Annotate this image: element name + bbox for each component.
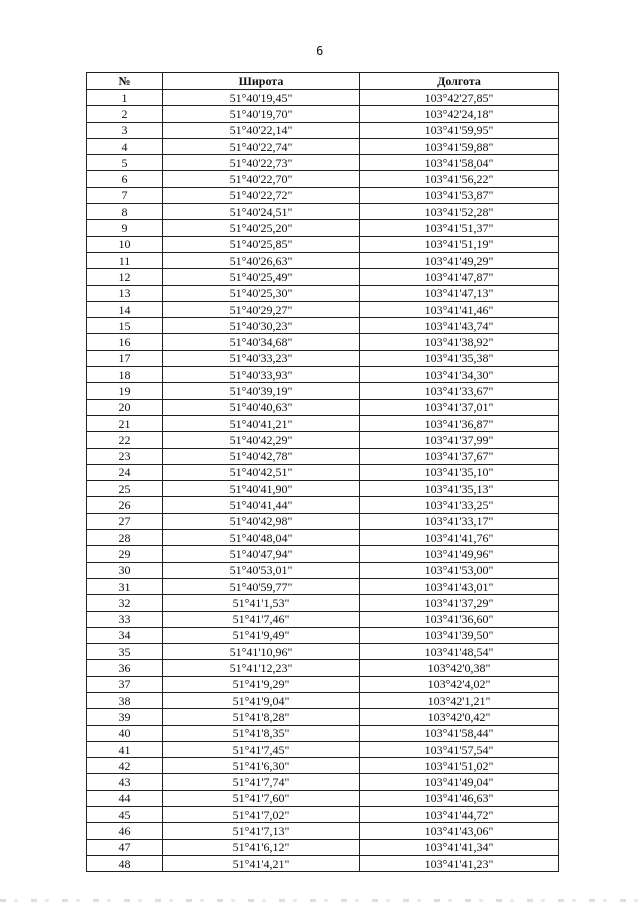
table-row xyxy=(87,725,559,741)
latitude-cell: 51°41'6,12" xyxy=(163,839,360,855)
point-number-cell: 45 xyxy=(87,807,163,823)
longitude-cell: 103°41'58,04" xyxy=(360,155,559,171)
point-number-cell: 37 xyxy=(87,676,163,692)
latitude-cell: 51°40'19,45" xyxy=(163,90,360,106)
longitude-cell: 103°41'49,04" xyxy=(360,774,559,790)
point-number-cell: 34 xyxy=(87,627,163,643)
point-number-cell: 31 xyxy=(87,578,163,594)
latitude-cell: 51°40'25,30" xyxy=(163,285,360,301)
point-number-cell: 27 xyxy=(87,513,163,529)
table-row xyxy=(87,709,559,725)
table-row xyxy=(87,318,559,334)
table-row xyxy=(87,399,559,415)
point-number-cell: 42 xyxy=(87,758,163,774)
point-number-cell: 36 xyxy=(87,660,163,676)
latitude-cell: 51°41'7,02" xyxy=(163,807,360,823)
table-row xyxy=(87,171,559,187)
table-body xyxy=(87,90,559,872)
point-number-cell: 5 xyxy=(87,155,163,171)
latitude-cell: 51°41'12,23" xyxy=(163,660,360,676)
longitude-cell: 103°41'51,37" xyxy=(360,220,559,236)
point-number-cell: 33 xyxy=(87,611,163,627)
latitude-cell: 51°40'22,14" xyxy=(163,122,360,138)
table-row xyxy=(87,530,559,546)
longitude-cell: 103°41'43,06" xyxy=(360,823,559,839)
point-number-cell: 19 xyxy=(87,383,163,399)
latitude-cell: 51°41'9,29" xyxy=(163,676,360,692)
point-number-cell: 2 xyxy=(87,106,163,122)
table-row xyxy=(87,220,559,236)
latitude-cell: 51°41'7,45" xyxy=(163,741,360,757)
latitude-cell: 51°40'53,01" xyxy=(163,562,360,578)
scan-artifact-line xyxy=(0,899,640,902)
table-row xyxy=(87,334,559,350)
table-row xyxy=(87,644,559,660)
table-row xyxy=(87,676,559,692)
latitude-cell: 51°40'42,51" xyxy=(163,464,360,480)
longitude-cell: 103°41'47,13" xyxy=(360,285,559,301)
table-row xyxy=(87,839,559,855)
table-row xyxy=(87,204,559,220)
point-number-cell: 15 xyxy=(87,318,163,334)
longitude-cell: 103°41'35,13" xyxy=(360,481,559,497)
latitude-cell: 51°41'9,04" xyxy=(163,692,360,708)
latitude-cell: 51°40'29,27" xyxy=(163,301,360,317)
table-row xyxy=(87,448,559,464)
latitude-cell: 51°40'26,63" xyxy=(163,252,360,268)
latitude-cell: 51°40'33,93" xyxy=(163,367,360,383)
longitude-cell: 103°41'51,19" xyxy=(360,236,559,252)
longitude-cell: 103°41'58,44" xyxy=(360,725,559,741)
table-row xyxy=(87,758,559,774)
latitude-cell: 51°40'25,20" xyxy=(163,220,360,236)
latitude-cell: 51°41'10,96" xyxy=(163,644,360,660)
longitude-cell: 103°41'48,54" xyxy=(360,644,559,660)
latitude-cell: 51°40'19,70" xyxy=(163,106,360,122)
longitude-cell: 103°41'37,29" xyxy=(360,595,559,611)
table-header xyxy=(87,73,559,90)
point-number-cell: 11 xyxy=(87,252,163,268)
table-row xyxy=(87,464,559,480)
table-row xyxy=(87,301,559,317)
longitude-cell: 103°41'49,96" xyxy=(360,546,559,562)
point-number-cell: 4 xyxy=(87,138,163,154)
point-number-cell: 16 xyxy=(87,334,163,350)
latitude-cell: 51°40'22,72" xyxy=(163,187,360,203)
table-row xyxy=(87,497,559,513)
point-number-cell: 48 xyxy=(87,855,163,871)
point-number-cell: 35 xyxy=(87,644,163,660)
point-number-cell: 7 xyxy=(87,187,163,203)
latitude-cell: 51°40'24,51" xyxy=(163,204,360,220)
point-number-cell: 6 xyxy=(87,171,163,187)
point-number-cell: 32 xyxy=(87,595,163,611)
longitude-cell: 103°41'41,23" xyxy=(360,855,559,871)
longitude-cell: 103°41'43,74" xyxy=(360,318,559,334)
table-row xyxy=(87,855,559,871)
page-number: 6 xyxy=(316,44,324,58)
point-number-cell: 21 xyxy=(87,415,163,431)
longitude-cell: 103°41'35,10" xyxy=(360,464,559,480)
latitude-cell: 51°41'6,30" xyxy=(163,758,360,774)
latitude-cell: 51°40'30,23" xyxy=(163,318,360,334)
table-row xyxy=(87,481,559,497)
longitude-cell: 103°42'4,02" xyxy=(360,676,559,692)
latitude-cell: 51°41'7,74" xyxy=(163,774,360,790)
longitude-cell: 103°41'34,30" xyxy=(360,367,559,383)
latitude-cell: 51°41'7,13" xyxy=(163,823,360,839)
latitude-cell: 51°40'47,94" xyxy=(163,546,360,562)
point-number-cell: 18 xyxy=(87,367,163,383)
table-row xyxy=(87,350,559,366)
point-number-cell: 13 xyxy=(87,285,163,301)
point-number-cell: 14 xyxy=(87,301,163,317)
table-row xyxy=(87,236,559,252)
longitude-cell: 103°41'52,28" xyxy=(360,204,559,220)
table-row xyxy=(87,774,559,790)
table-row xyxy=(87,269,559,285)
longitude-cell: 103°42'24,18" xyxy=(360,106,559,122)
point-number-cell: 23 xyxy=(87,448,163,464)
latitude-cell: 51°40'22,73" xyxy=(163,155,360,171)
longitude-cell: 103°41'51,02" xyxy=(360,758,559,774)
point-number-cell: 29 xyxy=(87,546,163,562)
longitude-cell: 103°42'1,21" xyxy=(360,692,559,708)
latitude-cell: 51°40'42,98" xyxy=(163,513,360,529)
point-number-cell: 22 xyxy=(87,432,163,448)
point-number-cell: 20 xyxy=(87,399,163,415)
point-number-cell: 3 xyxy=(87,122,163,138)
latitude-cell: 51°40'34,68" xyxy=(163,334,360,350)
point-number-cell: 43 xyxy=(87,774,163,790)
longitude-cell: 103°41'44,72" xyxy=(360,807,559,823)
point-number-cell: 1 xyxy=(87,90,163,106)
longitude-cell: 103°42'0,42" xyxy=(360,709,559,725)
latitude-cell: 51°40'42,78" xyxy=(163,448,360,464)
latitude-cell: 51°40'41,90" xyxy=(163,481,360,497)
point-number-cell: 10 xyxy=(87,236,163,252)
table-row xyxy=(87,432,559,448)
latitude-cell: 51°41'8,35" xyxy=(163,725,360,741)
latitude-cell: 51°41'9,49" xyxy=(163,627,360,643)
table-row xyxy=(87,660,559,676)
longitude-cell: 103°41'37,01" xyxy=(360,399,559,415)
latitude-cell: 51°40'48,04" xyxy=(163,530,360,546)
table-row xyxy=(87,546,559,562)
table-row xyxy=(87,790,559,806)
latitude-cell: 51°41'7,46" xyxy=(163,611,360,627)
table-row xyxy=(87,595,559,611)
latitude-cell: 51°40'40,63" xyxy=(163,399,360,415)
latitude-cell: 51°40'41,44" xyxy=(163,497,360,513)
point-number-cell: 28 xyxy=(87,530,163,546)
point-number-cell: 25 xyxy=(87,481,163,497)
table-row xyxy=(87,415,559,431)
longitude-cell: 103°41'36,60" xyxy=(360,611,559,627)
latitude-cell: 51°40'59,77" xyxy=(163,578,360,594)
table-row xyxy=(87,285,559,301)
longitude-cell: 103°41'56,22" xyxy=(360,171,559,187)
point-number-cell: 44 xyxy=(87,790,163,806)
table-row xyxy=(87,155,559,171)
header-number: № xyxy=(87,73,163,90)
longitude-cell: 103°41'41,34" xyxy=(360,839,559,855)
point-number-cell: 38 xyxy=(87,692,163,708)
longitude-cell: 103°42'27,85" xyxy=(360,90,559,106)
table-row xyxy=(87,692,559,708)
header-row xyxy=(87,73,559,90)
latitude-cell: 51°40'39,19" xyxy=(163,383,360,399)
table-row xyxy=(87,562,559,578)
longitude-cell: 103°41'38,92" xyxy=(360,334,559,350)
longitude-cell: 103°41'35,38" xyxy=(360,350,559,366)
longitude-cell: 103°41'53,87" xyxy=(360,187,559,203)
longitude-cell: 103°42'0,38" xyxy=(360,660,559,676)
longitude-cell: 103°41'57,54" xyxy=(360,741,559,757)
table-row xyxy=(87,122,559,138)
table-row xyxy=(87,741,559,757)
latitude-cell: 51°40'41,21" xyxy=(163,415,360,431)
header-longitude: Долгота xyxy=(360,73,559,90)
header-latitude: Широта xyxy=(163,73,360,90)
longitude-cell: 103°41'59,95" xyxy=(360,122,559,138)
longitude-cell: 103°41'39,50" xyxy=(360,627,559,643)
point-number-cell: 47 xyxy=(87,839,163,855)
table-row xyxy=(87,187,559,203)
latitude-cell: 51°40'22,74" xyxy=(163,138,360,154)
table-row xyxy=(87,106,559,122)
point-number-cell: 17 xyxy=(87,350,163,366)
latitude-cell: 51°41'8,28" xyxy=(163,709,360,725)
longitude-cell: 103°41'33,17" xyxy=(360,513,559,529)
longitude-cell: 103°41'53,00" xyxy=(360,562,559,578)
longitude-cell: 103°41'49,29" xyxy=(360,252,559,268)
longitude-cell: 103°41'37,99" xyxy=(360,432,559,448)
longitude-cell: 103°41'43,01" xyxy=(360,578,559,594)
table-row xyxy=(87,252,559,268)
point-number-cell: 8 xyxy=(87,204,163,220)
longitude-cell: 103°41'33,25" xyxy=(360,497,559,513)
table-row xyxy=(87,823,559,839)
longitude-cell: 103°41'36,87" xyxy=(360,415,559,431)
point-number-cell: 46 xyxy=(87,823,163,839)
latitude-cell: 51°41'7,60" xyxy=(163,790,360,806)
point-number-cell: 12 xyxy=(87,269,163,285)
point-number-cell: 40 xyxy=(87,725,163,741)
table-row xyxy=(87,367,559,383)
latitude-cell: 51°40'25,85" xyxy=(163,236,360,252)
longitude-cell: 103°41'41,46" xyxy=(360,301,559,317)
latitude-cell: 51°40'42,29" xyxy=(163,432,360,448)
longitude-cell: 103°41'37,67" xyxy=(360,448,559,464)
coordinates-table xyxy=(86,72,559,872)
longitude-cell: 103°41'59,88" xyxy=(360,138,559,154)
table-row xyxy=(87,807,559,823)
latitude-cell: 51°40'22,70" xyxy=(163,171,360,187)
table-row xyxy=(87,611,559,627)
longitude-cell: 103°41'41,76" xyxy=(360,530,559,546)
table-row xyxy=(87,513,559,529)
point-number-cell: 39 xyxy=(87,709,163,725)
table-row xyxy=(87,383,559,399)
latitude-cell: 51°40'25,49" xyxy=(163,269,360,285)
table-row xyxy=(87,627,559,643)
longitude-cell: 103°41'33,67" xyxy=(360,383,559,399)
latitude-cell: 51°40'33,23" xyxy=(163,350,360,366)
table-row xyxy=(87,90,559,106)
longitude-cell: 103°41'46,63" xyxy=(360,790,559,806)
table-row xyxy=(87,138,559,154)
table-row xyxy=(87,578,559,594)
point-number-cell: 41 xyxy=(87,741,163,757)
point-number-cell: 26 xyxy=(87,497,163,513)
longitude-cell: 103°41'47,87" xyxy=(360,269,559,285)
point-number-cell: 9 xyxy=(87,220,163,236)
latitude-cell: 51°41'1,53" xyxy=(163,595,360,611)
latitude-cell: 51°41'4,21" xyxy=(163,855,360,871)
point-number-cell: 24 xyxy=(87,464,163,480)
point-number-cell: 30 xyxy=(87,562,163,578)
